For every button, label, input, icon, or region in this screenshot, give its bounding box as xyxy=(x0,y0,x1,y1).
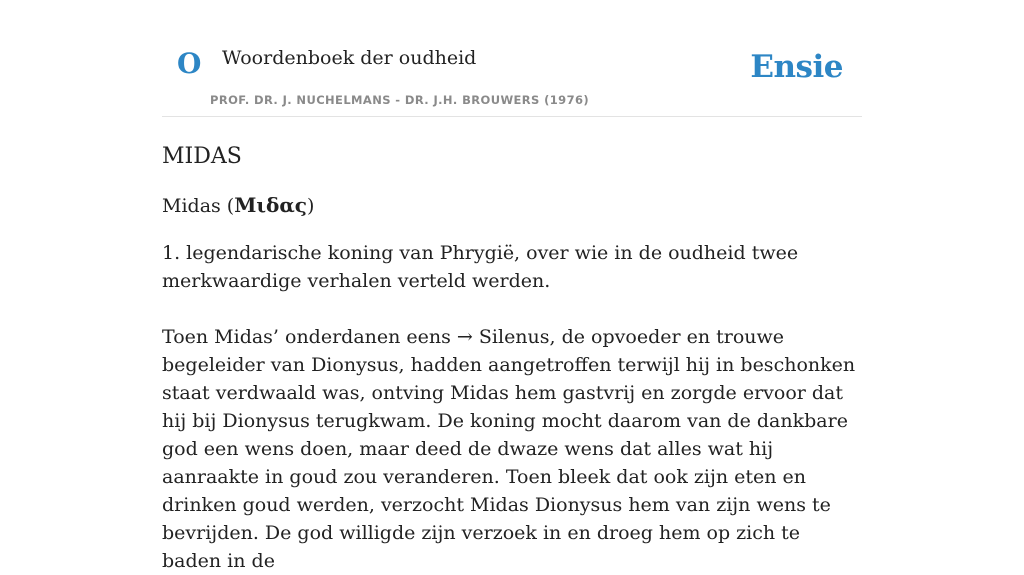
headword-close: ) xyxy=(306,195,315,218)
letter-index[interactable]: O xyxy=(177,47,202,80)
headword xyxy=(162,192,862,219)
headword-greek: Μιδας xyxy=(234,193,307,218)
page xyxy=(162,0,862,575)
brand-logo[interactable]: Ensie xyxy=(750,49,843,85)
book-title[interactable]: Woordenboek der oudheid xyxy=(222,47,477,69)
entry-title: MIDAS xyxy=(162,144,242,169)
entry-paragraph: 1. legendarische koning van Phrygië, over wie in de oudheid twee merkwaardige verhalen verteld werden. xyxy=(162,242,799,293)
book-authors: PROF. DR. J. NUCHELMANS - DR. J.H. BROUWERS (1976) xyxy=(210,93,590,107)
headword-name: Midas ( xyxy=(162,195,235,218)
site-header xyxy=(162,0,862,117)
entry-paragraph: Toen Midas’ onderdanen eens → Silenus, de opvoeder en trouwe begeleider van Dionysus, hadden aangetroffen terwijl hij in beschonken staat verdwaald was, ontving Midas hem gastvrij en zorgde ervoor dat hij bij Dionysus terugkwam. De koning mocht daarom van de dankbare god een wens doen, maar deed de dwaze wens dat alles wat hij aanraakte in goud zou veranderen. Toen bleek dat ook zijn eten en drinken goud werden, verzocht Midas Dionysus hem van zijn wens te bevrijden. De god willigde zijn verzoek in en droeg hem op zich te baden in de xyxy=(162,326,856,573)
